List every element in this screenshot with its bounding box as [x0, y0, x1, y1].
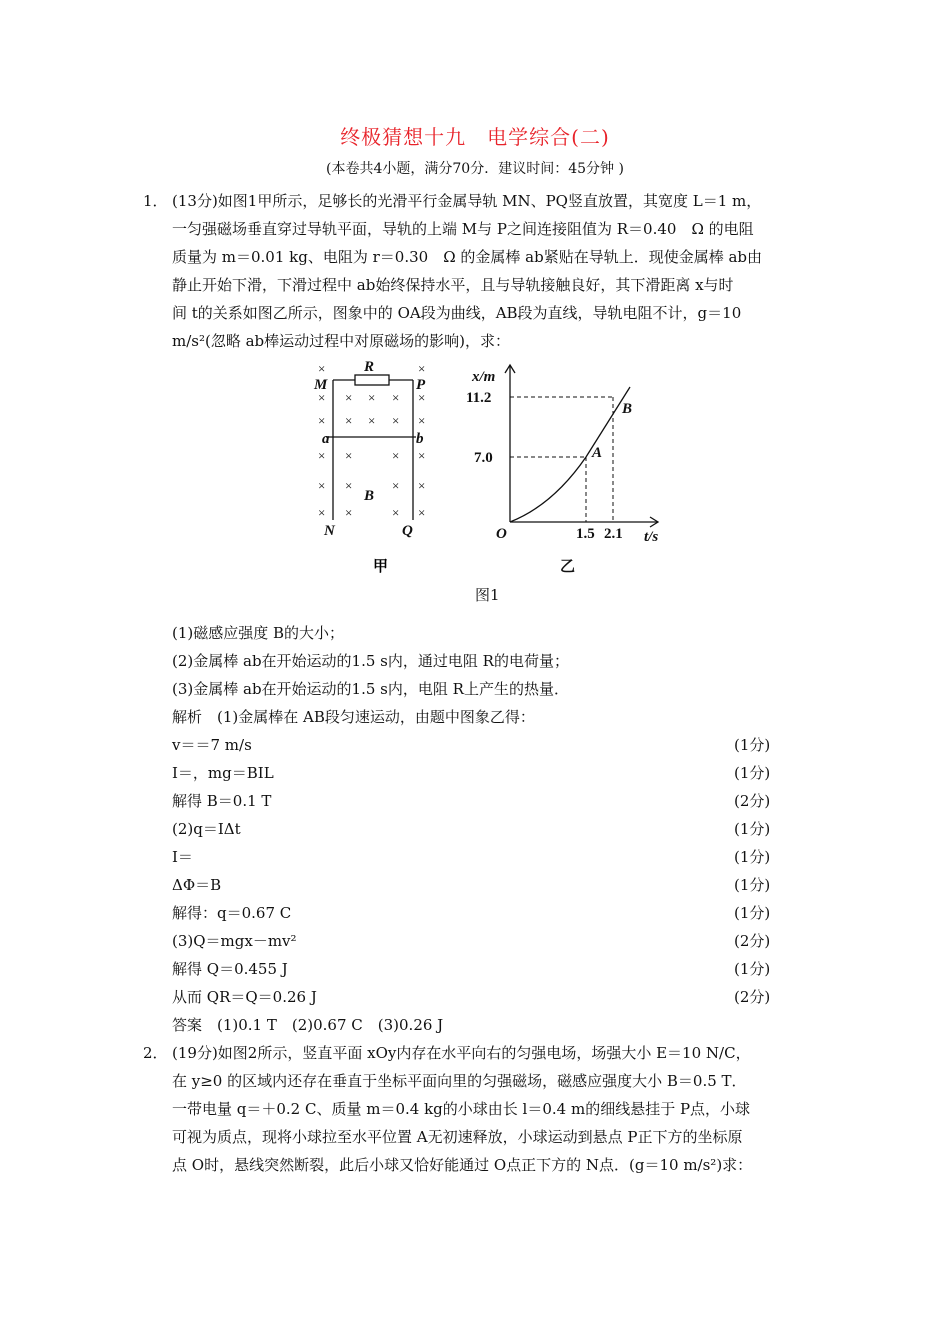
- step-score: (1分): [734, 764, 771, 782]
- field-cross: ×: [345, 390, 353, 405]
- label-q: Q: [402, 523, 413, 539]
- solution-step: 解得：q＝0.67 C: [172, 904, 292, 922]
- q2-number: 2．: [143, 1044, 168, 1062]
- step-score: (2分): [734, 988, 771, 1006]
- solution-step: v＝＝7 m/s: [172, 736, 252, 754]
- step-score: (1分): [734, 820, 771, 838]
- field-cross: ×: [318, 478, 326, 493]
- solution-step: 从而 QR＝Q＝0.26 J: [172, 988, 317, 1006]
- q1-question: (3)金属棒 ab在开始运动的1.5 s内，电阻 R上产生的热量．: [172, 680, 569, 698]
- step-score: (1分): [734, 876, 771, 894]
- point-b-label: B: [622, 401, 633, 417]
- field-cross: ×: [368, 390, 376, 405]
- q1-question: (1)磁感应强度 B的大小；: [172, 624, 345, 642]
- field-cross: ×: [392, 478, 400, 493]
- figure-1-right-graph: [458, 355, 683, 580]
- q1-line: 一匀强磁场垂直穿过导轨平面，导轨的上端 M与 P之间连接阻值为 R＝0.40 Ω 的电阻: [172, 220, 754, 238]
- q1-line: 间 t的关系如图乙所示，图象中的 OA段为曲线，AB段为直线，导轨电阻不计，g＝10: [172, 304, 742, 322]
- label-r: R: [364, 359, 375, 375]
- field-cross: ×: [345, 413, 353, 428]
- solution-step: (2)q＝IΔt: [172, 820, 241, 838]
- step-score: (2分): [734, 932, 771, 950]
- sublabel-jia: 甲: [373, 559, 389, 575]
- label-field-b: B: [364, 488, 375, 504]
- field-cross: ×: [418, 478, 426, 493]
- q2-line: (19分)如图2所示，竖直平面 xOy内存在水平向右的匀强电场，场强大小 E＝10 N/C，: [172, 1044, 751, 1062]
- field-cross: ×: [318, 448, 326, 463]
- q1-line: m/s²(忽略 ab棒运动过程中对原磁场的影响)，求：: [172, 332, 511, 350]
- x-axis-label: t/s: [644, 529, 659, 545]
- solution-step: ΔΦ＝B: [172, 876, 222, 894]
- q1-answer: 答案 (1)0.1 T (2)0.67 C (3)0.26 J: [172, 1016, 444, 1034]
- field-cross: ×: [318, 505, 326, 520]
- analysis-heading: 解析 (1)金属棒在 AB段匀速运动，由题中图象乙得：: [172, 708, 535, 726]
- q1-line: 静止开始下滑，下滑过程中 ab始终保持水平，且与导轨接触良好，其下滑距离 x与时: [172, 276, 734, 294]
- q1-line: 质量为 m＝0.01 kg、电阻为 r＝0.30 Ω 的金属棒 ab紧贴在导轨上．现使金属棒 ab由: [172, 248, 763, 266]
- field-cross: ×: [418, 448, 426, 463]
- label-n: N: [324, 523, 335, 539]
- field-cross: ×: [418, 505, 426, 520]
- solution-step: 解得 B＝0.1 T: [172, 792, 272, 810]
- field-cross: ×: [392, 448, 400, 463]
- field-cross: ×: [318, 390, 326, 405]
- q1-question: (2)金属棒 ab在开始运动的1.5 s内，通过电阻 R的电荷量；: [172, 652, 569, 670]
- page-title: 终极猜想十九 电学综合(二): [340, 125, 610, 149]
- origin-label: O: [496, 526, 507, 542]
- field-cross: ×: [345, 505, 353, 520]
- q1-line: (13分)如图1甲所示，足够长的光滑平行金属导轨 MN、PQ竖直放置，其宽度 L＝1 m，: [172, 192, 762, 210]
- field-cross: ×: [345, 478, 353, 493]
- q2-line: 点 O时，悬线突然断裂，此后小球又恰好能通过 O点正下方的 N点．(g＝10 m/s²)求：: [172, 1156, 753, 1174]
- y-tick-11-2: 11.2: [466, 390, 492, 406]
- resistor-r: [355, 375, 389, 385]
- field-cross: ×: [318, 413, 326, 428]
- figure-1-left-circuit: [300, 355, 450, 580]
- solution-step: I＝，mg＝BIL: [172, 764, 274, 782]
- solution-step: I＝: [172, 848, 193, 866]
- point-a-label: A: [592, 445, 603, 461]
- field-cross: ×: [392, 505, 400, 520]
- label-p: P: [416, 377, 426, 393]
- step-score: (1分): [734, 736, 771, 754]
- label-m: M: [314, 377, 328, 393]
- q2-line: 在 y≥0 的区域内还存在垂直于坐标平面向里的匀强磁场，磁感应强度大小 B＝0.5 T．: [172, 1072, 747, 1090]
- q2-line: 一带电量 q＝＋0.2 C、质量 m＝0.4 kg的小球由长 l＝0.4 m的细线悬挂于 P点，小球: [172, 1100, 751, 1118]
- sublabel-yi: 乙: [560, 559, 576, 575]
- solution-step: (3)Q＝mgx－mv²: [172, 932, 297, 950]
- field-cross: ×: [392, 390, 400, 405]
- x-tick-1-5: 1.5: [576, 526, 595, 542]
- field-cross: ×: [318, 361, 326, 376]
- q1-number: 1．: [143, 192, 168, 210]
- step-score: (2分): [734, 792, 771, 810]
- field-cross: ×: [392, 413, 400, 428]
- curve-oa: [510, 457, 586, 522]
- q2-line: 可视为质点，现将小球拉至水平位置 A无初速释放，小球运动到悬点 P正下方的坐标原: [172, 1128, 743, 1146]
- step-score: (1分): [734, 960, 771, 978]
- solution-step: 解得 Q＝0.455 J: [172, 960, 288, 978]
- step-score: (1分): [734, 848, 771, 866]
- field-cross: ×: [418, 390, 426, 405]
- label-a: a: [322, 431, 330, 447]
- page-subtitle: (本卷共4小题，满分70分．建议时间：45分钟 ): [326, 161, 624, 177]
- field-cross: ×: [345, 448, 353, 463]
- x-tick-2-1: 2.1: [604, 526, 623, 542]
- y-axis-label: x/m: [472, 369, 496, 385]
- figure-1-caption: 图1: [475, 586, 500, 604]
- field-cross: ×: [368, 413, 376, 428]
- field-cross: ×: [418, 413, 426, 428]
- step-score: (1分): [734, 904, 771, 922]
- label-b: b: [416, 431, 424, 447]
- y-tick-7-0: 7.0: [474, 450, 493, 466]
- field-cross: ×: [418, 361, 426, 376]
